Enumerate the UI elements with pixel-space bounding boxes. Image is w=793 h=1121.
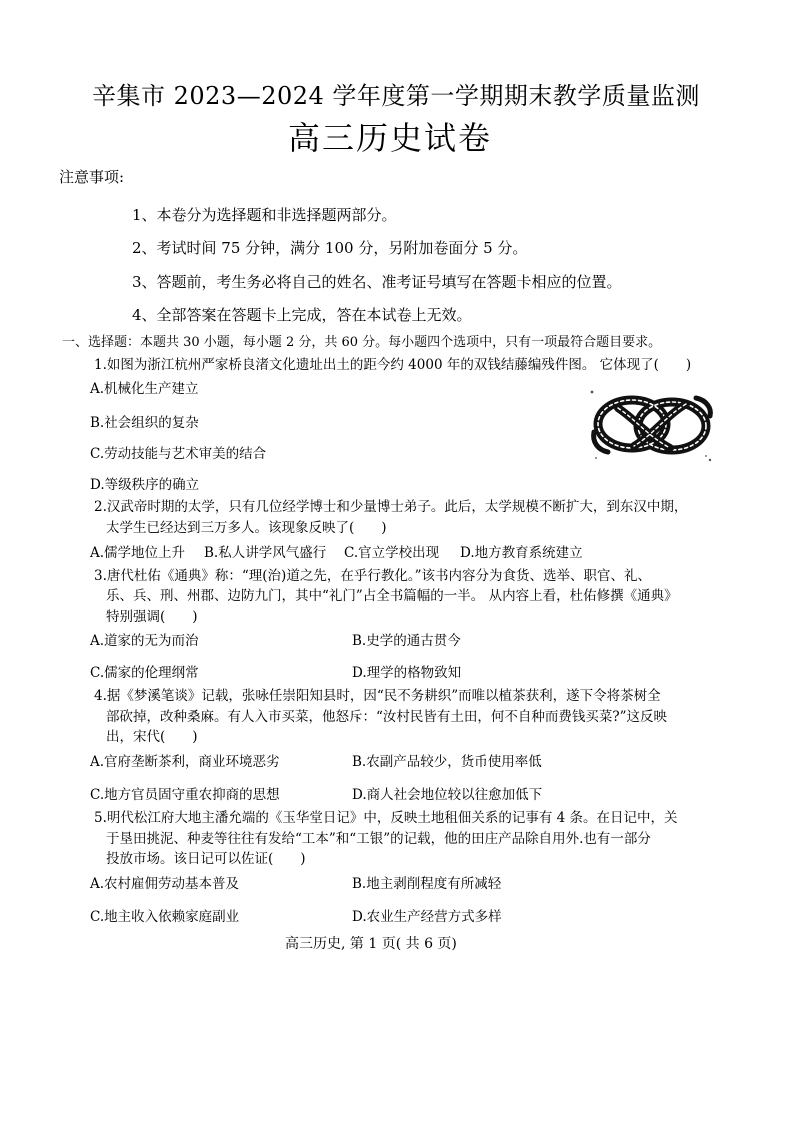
exam-header-title: 辛集市 2023—2024 学年度第一学期期末教学质量监测 (92, 82, 700, 110)
question-4-option-c: C.地方官员固守重农抑商的思想 (90, 787, 280, 803)
question-1-option-a: A.机械化生产建立 (90, 381, 199, 397)
question-4-option-b: B.农副产品较少，货币使用率低 (352, 754, 542, 770)
notice-item: 3、答题前，考生务必将自己的姓名、准考证号填写在答题卡相应的位置。 (132, 273, 622, 291)
notice-item: 4、全部答案在答题卡上完成，答在本试卷上无效。 (132, 306, 472, 324)
question-5-option-b: B.地主剥削程度有所减轻 (352, 876, 502, 892)
question-4-option-d: D.商人社会地位较以往愈加低下 (352, 787, 543, 803)
question-2-option-c: C.官立学校出现 (344, 545, 440, 561)
question-3-option-d: D.理学的格物致知 (352, 665, 462, 681)
question-5-stem-line-3: 投放市场。该日记可以佐证( ) (106, 851, 306, 867)
question-1-option-c: C.劳动技能与艺术审美的结合 (90, 446, 267, 462)
question-4-stem-line-3: 出，宋代( ) (106, 729, 198, 745)
page-footer: 高三历史, 第 1 页( 共 6 页) (285, 936, 457, 952)
notice-item: 2、考试时间 75 分钟，满分 100 分，另附加卷面分 5 分。 (132, 239, 528, 257)
section-heading: 一、选择题：本题共 30 小题，每小题 2 分，共 60 分。每小题四个选项中，只有一项最符合题目要求。 (62, 335, 662, 350)
question-2-option-b: B.私人讲学风气盛行 (204, 545, 327, 561)
question-4-option-a: A.官府垄断茶利，商业环境恶劣 (90, 754, 280, 770)
double-coin-knot-rattan-image (588, 386, 716, 466)
exam-subject-title: 高三历史试卷 (288, 119, 493, 157)
question-3-option-b: B.史学的通古贯今 (352, 633, 461, 649)
question-2-stem-line-2: 太学生已经达到三万多人。该现象反映了( ) (106, 520, 387, 536)
question-1-option-d: D.等级秩序的确立 (90, 477, 200, 493)
question-4-stem-line-2: 部砍掉，改种桑麻。有人入市买菜，他怒斥：“汝村民皆有土田，何不自种而费钱买菜?”这反映 (106, 709, 668, 725)
question-3-option-c: C.儒家的伦理纲常 (90, 665, 199, 681)
question-5-option-a: A.农村雇佣劳动基本普及 (90, 876, 240, 892)
question-1-stem: 1.如图为浙江杭州严家桥良渚文化遗址出土的距今约 4000 年的双钱结藤编残件图。 它体现了( ) (94, 357, 692, 373)
question-3-option-a: A.道家的无为而治 (90, 633, 199, 649)
question-2-stem-line-1: 2.汉武帝时期的太学，只有几位经学博士和少量博士弟子。此后，太学规模不断扩大，到东汉中期， (94, 499, 688, 515)
question-1-option-b: B.社会组织的复杂 (90, 415, 199, 431)
question-3-stem-line-3: 特别强调( ) (106, 609, 198, 625)
question-3-stem-line-2: 乐、兵、刑、州郡、边防九门，其中“礼门”占全书篇幅的一半。 从内容上看，杜佑修撰《通典》 (106, 588, 678, 604)
question-2-option-d: D.地方教育系统建立 (460, 545, 583, 561)
question-5-option-d: D.农业生产经营方式多样 (352, 909, 502, 925)
question-5-stem-line-2: 于垦田挑泥、种麦等往往有发给“工本”和“工银”的记载，他的田庄产品除自用外.也有一部分 (106, 831, 651, 847)
question-2-option-a: A.儒学地位上升 (90, 545, 186, 561)
question-5-stem-line-1: 5.明代松江府大地主潘允端的《玉华堂日记》中，反映土地租佃关系的记事有 4 条。在日记中，关 (94, 810, 678, 826)
notice-heading: 注意事项: (59, 168, 125, 186)
notice-item: 1、本卷分为选择题和非选择题两部分。 (132, 206, 397, 224)
question-3-stem-line-1: 3.唐代杜佑《通典》称：“理(治)道之先，在乎行教化。”该书内容分为食货、选举、职官、礼、 (94, 568, 651, 584)
question-4-stem-line-1: 4.据《梦溪笔谈》记载，张咏任崇阳知县时，因“民不务耕织”而唯以植茶获利，遂下令将茶树全 (94, 688, 661, 704)
question-5-option-c: C.地主收入依赖家庭副业 (90, 909, 240, 925)
